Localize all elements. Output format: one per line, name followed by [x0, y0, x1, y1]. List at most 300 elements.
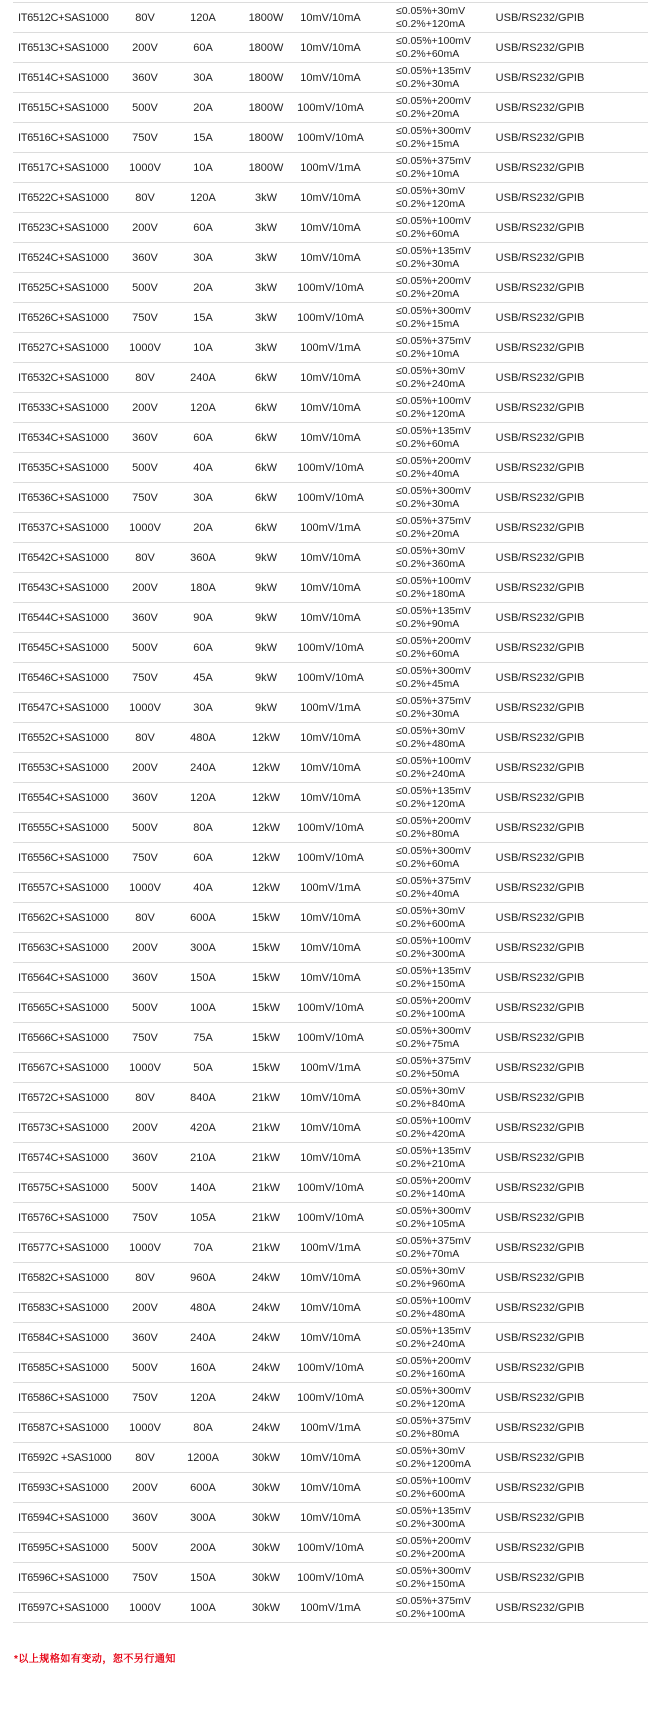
- voltage-accuracy-line: ≤0.05%+100mV: [396, 1475, 471, 1487]
- voltage-cell: 1000V: [129, 521, 161, 534]
- table-row: [13, 1023, 648, 1053]
- voltage-accuracy-line: ≤0.05%+100mV: [396, 755, 471, 767]
- accuracy-cell: [365, 245, 470, 270]
- resolution-cell: 10mV/10mA: [300, 1481, 361, 1494]
- power-cell: 1800W: [248, 131, 284, 144]
- accuracy-cell: [365, 725, 470, 750]
- model-cell: IT6536C+SAS1000: [18, 491, 109, 504]
- table-row: [13, 183, 648, 213]
- interface-cell: USB/RS232/GPIB: [495, 1241, 585, 1254]
- interface-cell: USB/RS232/GPIB: [495, 1121, 585, 1134]
- accuracy-cell: [365, 95, 470, 120]
- table-row: [13, 633, 648, 663]
- model-cell: IT6544C+SAS1000: [18, 611, 109, 624]
- accuracy-cell: [365, 125, 470, 150]
- power-cell: 6kW: [255, 371, 277, 384]
- table-row: [13, 303, 648, 333]
- table-row: [13, 1443, 648, 1473]
- current-accuracy-line: ≤0.2%+420mA: [396, 1127, 466, 1140]
- current-cell: 10A: [193, 341, 213, 354]
- power-cell: 9kW: [255, 551, 277, 564]
- interface-cell: USB/RS232/GPIB: [495, 731, 585, 744]
- accuracy-cell: [365, 635, 470, 660]
- voltage-cell: 360V: [132, 1331, 158, 1344]
- resolution-cell: 100mV/10mA: [297, 851, 364, 864]
- power-cell: 9kW: [255, 611, 277, 624]
- current-accuracy-line: ≤0.2%+60mA: [396, 47, 460, 60]
- current-cell: 60A: [193, 641, 213, 654]
- current-accuracy-line: ≤0.2%+480mA: [396, 737, 466, 750]
- accuracy-cell: [365, 1535, 470, 1560]
- current-accuracy-line: ≤0.2%+960mA: [396, 1277, 466, 1290]
- voltage-accuracy-line: ≤0.05%+375mV: [396, 1595, 471, 1607]
- interface-cell: USB/RS232/GPIB: [495, 1451, 585, 1464]
- resolution-cell: 10mV/10mA: [300, 581, 361, 594]
- model-cell: IT6596C+SAS1000: [18, 1571, 109, 1584]
- model-cell: IT6562C+SAS1000: [18, 911, 109, 924]
- model-cell: IT6547C+SAS1000: [18, 701, 109, 714]
- power-cell: 9kW: [255, 641, 277, 654]
- model-cell: IT6585C+SAS1000: [18, 1361, 109, 1374]
- table-row: [13, 933, 648, 963]
- current-cell: 30A: [193, 701, 213, 714]
- current-accuracy-line: ≤0.2%+600mA: [396, 1487, 466, 1500]
- power-cell: 15kW: [251, 1031, 281, 1044]
- voltage-accuracy-line: ≤0.05%+300mV: [396, 305, 471, 317]
- current-cell: 240A: [190, 761, 216, 774]
- interface-cell: USB/RS232/GPIB: [495, 371, 585, 384]
- voltage-cell: 360V: [132, 791, 158, 804]
- current-cell: 60A: [193, 221, 213, 234]
- power-cell: 15kW: [251, 971, 281, 984]
- power-cell: 1800W: [248, 161, 284, 174]
- voltage-accuracy-line: ≤0.05%+300mV: [396, 125, 471, 137]
- current-cell: 45A: [193, 671, 213, 684]
- current-accuracy-line: ≤0.2%+300mA: [396, 947, 466, 960]
- voltage-accuracy-line: ≤0.05%+100mV: [396, 215, 471, 227]
- accuracy-cell: [365, 65, 470, 90]
- voltage-cell: 500V: [132, 461, 158, 474]
- interface-cell: USB/RS232/GPIB: [495, 1481, 585, 1494]
- resolution-cell: 100mV/10mA: [297, 1361, 364, 1374]
- current-cell: 600A: [190, 911, 216, 924]
- current-accuracy-line: ≤0.2%+60mA: [396, 227, 460, 240]
- current-cell: 240A: [190, 371, 216, 384]
- voltage-cell: 200V: [132, 1481, 158, 1494]
- power-cell: 30kW: [251, 1451, 281, 1464]
- current-cell: 40A: [193, 461, 213, 474]
- table-row: [13, 453, 648, 483]
- voltage-cell: 1000V: [129, 701, 161, 714]
- resolution-cell: 10mV/10mA: [300, 911, 361, 924]
- resolution-cell: 100mV/1mA: [300, 701, 361, 714]
- model-cell: IT6597C+SAS1000: [18, 1601, 109, 1614]
- interface-cell: USB/RS232/GPIB: [495, 551, 585, 564]
- model-cell: IT6524C+SAS1000: [18, 251, 109, 264]
- resolution-cell: 10mV/10mA: [300, 941, 361, 954]
- current-cell: 70A: [193, 1241, 213, 1254]
- voltage-accuracy-line: ≤0.05%+375mV: [396, 1235, 471, 1247]
- voltage-cell: 500V: [132, 101, 158, 114]
- voltage-accuracy-line: ≤0.05%+30mV: [396, 365, 466, 377]
- resolution-cell: 100mV/10mA: [297, 1181, 364, 1194]
- voltage-cell: 360V: [132, 611, 158, 624]
- interface-cell: USB/RS232/GPIB: [495, 1511, 585, 1524]
- voltage-cell: 360V: [132, 1511, 158, 1524]
- resolution-cell: 10mV/10mA: [300, 401, 361, 414]
- power-cell: 30kW: [251, 1601, 281, 1614]
- voltage-accuracy-line: ≤0.05%+135mV: [396, 605, 471, 617]
- accuracy-cell: [365, 815, 470, 840]
- model-cell: IT6556C+SAS1000: [18, 851, 109, 864]
- interface-cell: USB/RS232/GPIB: [495, 941, 585, 954]
- voltage-cell: 500V: [132, 1361, 158, 1374]
- table-row: [13, 393, 648, 423]
- table-row: [13, 1293, 648, 1323]
- power-cell: 3kW: [255, 221, 277, 234]
- current-cell: 120A: [190, 11, 216, 24]
- interface-cell: USB/RS232/GPIB: [495, 791, 585, 804]
- current-accuracy-line: ≤0.2%+30mA: [396, 707, 460, 720]
- voltage-cell: 750V: [132, 311, 158, 324]
- voltage-accuracy-line: ≤0.05%+135mV: [396, 65, 471, 77]
- current-accuracy-line: ≤0.2%+60mA: [396, 437, 460, 450]
- power-cell: 3kW: [255, 341, 277, 354]
- current-accuracy-line: ≤0.2%+120mA: [396, 197, 466, 210]
- interface-cell: USB/RS232/GPIB: [495, 1001, 585, 1014]
- model-cell: IT6584C+SAS1000: [18, 1331, 109, 1344]
- power-cell: 15kW: [251, 1001, 281, 1014]
- table-row: [13, 33, 648, 63]
- interface-cell: USB/RS232/GPIB: [495, 311, 585, 324]
- model-cell: IT6533C+SAS1000: [18, 401, 109, 414]
- resolution-cell: 100mV/1mA: [300, 161, 361, 174]
- current-cell: 10A: [193, 161, 213, 174]
- power-cell: 12kW: [251, 791, 281, 804]
- voltage-cell: 200V: [132, 1121, 158, 1134]
- model-cell: IT6517C+SAS1000: [18, 161, 109, 174]
- accuracy-cell: [365, 935, 470, 960]
- model-cell: IT6545C+SAS1000: [18, 641, 109, 654]
- model-cell: IT6546C+SAS1000: [18, 671, 109, 684]
- current-accuracy-line: ≤0.2%+80mA: [396, 827, 460, 840]
- power-cell: 30kW: [251, 1511, 281, 1524]
- voltage-accuracy-line: ≤0.05%+30mV: [396, 545, 466, 557]
- interface-cell: USB/RS232/GPIB: [495, 1271, 585, 1284]
- voltage-accuracy-line: ≤0.05%+135mV: [396, 245, 471, 257]
- voltage-accuracy-line: ≤0.05%+100mV: [396, 575, 471, 587]
- current-accuracy-line: ≤0.2%+180mA: [396, 587, 466, 600]
- voltage-cell: 1000V: [129, 1421, 161, 1434]
- current-cell: 80A: [193, 821, 213, 834]
- model-cell: IT6593C+SAS1000: [18, 1481, 109, 1494]
- model-cell: IT6552C+SAS1000: [18, 731, 109, 744]
- interface-cell: USB/RS232/GPIB: [495, 101, 585, 114]
- current-cell: 420A: [190, 1121, 216, 1134]
- voltage-cell: 750V: [132, 1391, 158, 1404]
- interface-cell: USB/RS232/GPIB: [495, 1571, 585, 1584]
- current-accuracy-line: ≤0.2%+240mA: [396, 377, 466, 390]
- accuracy-cell: [365, 1325, 470, 1350]
- accuracy-cell: [365, 1205, 470, 1230]
- power-cell: 21kW: [251, 1241, 281, 1254]
- interface-cell: USB/RS232/GPIB: [495, 881, 585, 894]
- interface-cell: USB/RS232/GPIB: [495, 161, 585, 174]
- current-accuracy-line: ≤0.2%+105mA: [396, 1217, 466, 1230]
- voltage-accuracy-line: ≤0.05%+375mV: [396, 155, 471, 167]
- model-cell: IT6583C+SAS1000: [18, 1301, 109, 1314]
- voltage-accuracy-line: ≤0.05%+300mV: [396, 485, 471, 497]
- model-cell: IT6563C+SAS1000: [18, 941, 109, 954]
- voltage-accuracy-line: ≤0.05%+30mV: [396, 905, 466, 917]
- table-row: [13, 543, 648, 573]
- accuracy-cell: [365, 545, 470, 570]
- current-accuracy-line: ≤0.2%+75mA: [396, 1037, 460, 1050]
- resolution-cell: 10mV/10mA: [300, 11, 361, 24]
- voltage-accuracy-line: ≤0.05%+200mV: [396, 1535, 471, 1547]
- voltage-cell: 80V: [135, 371, 155, 384]
- model-cell: IT6535C+SAS1000: [18, 461, 109, 474]
- spec-change-footnote: *以上规格如有变动，恕不另行通知: [14, 1654, 176, 1665]
- voltage-accuracy-line: ≤0.05%+135mV: [396, 1145, 471, 1157]
- power-cell: 9kW: [255, 701, 277, 714]
- accuracy-cell: [365, 605, 470, 630]
- table-row: [13, 1563, 648, 1593]
- power-cell: 24kW: [251, 1301, 281, 1314]
- interface-cell: USB/RS232/GPIB: [495, 1031, 585, 1044]
- voltage-cell: 360V: [132, 1151, 158, 1164]
- model-cell: IT6516C+SAS1000: [18, 131, 109, 144]
- power-cell: 24kW: [251, 1331, 281, 1344]
- interface-cell: USB/RS232/GPIB: [495, 671, 585, 684]
- voltage-accuracy-line: ≤0.05%+300mV: [396, 665, 471, 677]
- model-cell: IT6574C+SAS1000: [18, 1151, 109, 1164]
- current-cell: 150A: [190, 1571, 216, 1584]
- accuracy-cell: [365, 185, 470, 210]
- power-cell: 3kW: [255, 191, 277, 204]
- voltage-cell: 750V: [132, 1031, 158, 1044]
- current-cell: 200A: [190, 1541, 216, 1554]
- table-row: [13, 1413, 648, 1443]
- interface-cell: USB/RS232/GPIB: [495, 1331, 585, 1344]
- resolution-cell: 100mV/10mA: [297, 491, 364, 504]
- model-cell: IT6566C+SAS1000: [18, 1031, 109, 1044]
- accuracy-cell: [365, 1445, 470, 1470]
- table-row: [13, 153, 648, 183]
- voltage-cell: 80V: [135, 551, 155, 564]
- current-cell: 150A: [190, 971, 216, 984]
- interface-cell: USB/RS232/GPIB: [495, 131, 585, 144]
- table-row: [13, 1383, 648, 1413]
- resolution-cell: 100mV/1mA: [300, 1241, 361, 1254]
- interface-cell: USB/RS232/GPIB: [495, 1151, 585, 1164]
- voltage-accuracy-line: ≤0.05%+135mV: [396, 785, 471, 797]
- current-cell: 60A: [193, 851, 213, 864]
- model-cell: IT6554C+SAS1000: [18, 791, 109, 804]
- resolution-cell: 100mV/10mA: [297, 1001, 364, 1014]
- power-cell: 24kW: [251, 1271, 281, 1284]
- voltage-accuracy-line: ≤0.05%+100mV: [396, 1115, 471, 1127]
- table-row: [13, 1053, 648, 1083]
- voltage-cell: 200V: [132, 41, 158, 54]
- table-row: [13, 1323, 648, 1353]
- table-row: [13, 213, 648, 243]
- power-cell: 21kW: [251, 1091, 281, 1104]
- model-cell: IT6572C+SAS1000: [18, 1091, 109, 1104]
- model-cell: IT6515C+SAS1000: [18, 101, 109, 114]
- current-accuracy-line: ≤0.2%+45mA: [396, 677, 460, 690]
- interface-cell: USB/RS232/GPIB: [495, 821, 585, 834]
- power-cell: 12kW: [251, 851, 281, 864]
- power-cell: 6kW: [255, 491, 277, 504]
- voltage-cell: 200V: [132, 221, 158, 234]
- model-cell: IT6553C+SAS1000: [18, 761, 109, 774]
- power-cell: 6kW: [255, 401, 277, 414]
- power-cell: 21kW: [251, 1211, 281, 1224]
- current-cell: 1200A: [187, 1451, 219, 1464]
- resolution-cell: 100mV/1mA: [300, 1061, 361, 1074]
- table-row: [13, 1113, 648, 1143]
- power-cell: 21kW: [251, 1181, 281, 1194]
- table-row: [13, 63, 648, 93]
- power-cell: 6kW: [255, 461, 277, 474]
- power-cell: 3kW: [255, 251, 277, 264]
- voltage-cell: 80V: [135, 911, 155, 924]
- voltage-accuracy-line: ≤0.05%+100mV: [396, 935, 471, 947]
- accuracy-cell: [365, 695, 470, 720]
- voltage-accuracy-line: ≤0.05%+300mV: [396, 1025, 471, 1037]
- accuracy-cell: [365, 875, 470, 900]
- voltage-accuracy-line: ≤0.05%+200mV: [396, 1355, 471, 1367]
- power-cell: 12kW: [251, 761, 281, 774]
- model-cell: IT6542C+SAS1000: [18, 551, 109, 564]
- current-accuracy-line: ≤0.2%+90mA: [396, 617, 460, 630]
- voltage-cell: 750V: [132, 851, 158, 864]
- interface-cell: USB/RS232/GPIB: [495, 1211, 585, 1224]
- current-cell: 30A: [193, 71, 213, 84]
- power-cell: 24kW: [251, 1361, 281, 1374]
- voltage-accuracy-line: ≤0.05%+30mV: [396, 5, 466, 17]
- current-accuracy-line: ≤0.2%+100mA: [396, 1607, 466, 1620]
- current-accuracy-line: ≤0.2%+50mA: [396, 1067, 460, 1080]
- voltage-accuracy-line: ≤0.05%+100mV: [396, 35, 471, 47]
- accuracy-cell: [365, 1055, 470, 1080]
- resolution-cell: 100mV/10mA: [297, 131, 364, 144]
- resolution-cell: 10mV/10mA: [300, 1451, 361, 1464]
- current-accuracy-line: ≤0.2%+15mA: [396, 137, 460, 150]
- power-cell: 1800W: [248, 101, 284, 114]
- interface-cell: USB/RS232/GPIB: [495, 1391, 585, 1404]
- current-cell: 240A: [190, 1331, 216, 1344]
- voltage-cell: 80V: [135, 191, 155, 204]
- current-cell: 30A: [193, 491, 213, 504]
- resolution-cell: 100mV/10mA: [297, 641, 364, 654]
- interface-cell: USB/RS232/GPIB: [495, 911, 585, 924]
- resolution-cell: 10mV/10mA: [300, 41, 361, 54]
- interface-cell: USB/RS232/GPIB: [495, 581, 585, 594]
- voltage-cell: 750V: [132, 1211, 158, 1224]
- current-accuracy-line: ≤0.2%+15mA: [396, 317, 460, 330]
- table-row: [13, 1533, 648, 1563]
- current-cell: 80A: [193, 1421, 213, 1434]
- table-row: [13, 693, 648, 723]
- power-cell: 15kW: [251, 1061, 281, 1074]
- interface-cell: USB/RS232/GPIB: [495, 191, 585, 204]
- voltage-accuracy-line: ≤0.05%+300mV: [396, 1565, 471, 1577]
- voltage-accuracy-line: ≤0.05%+300mV: [396, 1205, 471, 1217]
- interface-cell: USB/RS232/GPIB: [495, 401, 585, 414]
- resolution-cell: 100mV/10mA: [297, 311, 364, 324]
- voltage-cell: 200V: [132, 1301, 158, 1314]
- table-row: [13, 843, 648, 873]
- accuracy-cell: [365, 665, 470, 690]
- interface-cell: USB/RS232/GPIB: [495, 521, 585, 534]
- model-cell: IT6565C+SAS1000: [18, 1001, 109, 1014]
- interface-cell: USB/RS232/GPIB: [495, 281, 585, 294]
- power-cell: 21kW: [251, 1151, 281, 1164]
- current-accuracy-line: ≤0.2%+10mA: [396, 167, 460, 180]
- current-cell: 60A: [193, 431, 213, 444]
- model-cell: IT6594C+SAS1000: [18, 1511, 109, 1524]
- accuracy-cell: [365, 1025, 470, 1050]
- model-cell: IT6592C +SAS1000: [18, 1451, 112, 1464]
- model-cell: IT6555C+SAS1000: [18, 821, 109, 834]
- current-accuracy-line: ≤0.2%+10mA: [396, 347, 460, 360]
- interface-cell: USB/RS232/GPIB: [495, 971, 585, 984]
- resolution-cell: 100mV/1mA: [300, 1421, 361, 1434]
- voltage-cell: 750V: [132, 671, 158, 684]
- model-cell: IT6534C+SAS1000: [18, 431, 109, 444]
- table-row: [13, 1143, 648, 1173]
- resolution-cell: 10mV/10mA: [300, 761, 361, 774]
- voltage-cell: 750V: [132, 1571, 158, 1584]
- interface-cell: USB/RS232/GPIB: [495, 41, 585, 54]
- voltage-accuracy-line: ≤0.05%+200mV: [396, 815, 471, 827]
- current-accuracy-line: ≤0.2%+600mA: [396, 917, 466, 930]
- resolution-cell: 10mV/10mA: [300, 1511, 361, 1524]
- current-cell: 140A: [190, 1181, 216, 1194]
- voltage-cell: 500V: [132, 1541, 158, 1554]
- current-cell: 120A: [190, 1391, 216, 1404]
- current-accuracy-line: ≤0.2%+60mA: [396, 857, 460, 870]
- resolution-cell: 10mV/10mA: [300, 791, 361, 804]
- accuracy-cell: [365, 1175, 470, 1200]
- current-cell: 60A: [193, 41, 213, 54]
- voltage-accuracy-line: ≤0.05%+375mV: [396, 1415, 471, 1427]
- resolution-cell: 10mV/10mA: [300, 971, 361, 984]
- interface-cell: USB/RS232/GPIB: [495, 1061, 585, 1074]
- table-row: [13, 813, 648, 843]
- current-accuracy-line: ≤0.2%+120mA: [396, 797, 466, 810]
- current-accuracy-line: ≤0.2%+20mA: [396, 287, 460, 300]
- current-cell: 480A: [190, 731, 216, 744]
- current-cell: 100A: [190, 1001, 216, 1014]
- voltage-accuracy-line: ≤0.05%+135mV: [396, 425, 471, 437]
- voltage-cell: 1000V: [129, 1601, 161, 1614]
- voltage-cell: 360V: [132, 251, 158, 264]
- current-cell: 15A: [193, 131, 213, 144]
- power-cell: 12kW: [251, 731, 281, 744]
- voltage-cell: 750V: [132, 491, 158, 504]
- voltage-cell: 80V: [135, 1091, 155, 1104]
- accuracy-cell: [365, 305, 470, 330]
- voltage-cell: 1000V: [129, 1241, 161, 1254]
- accuracy-cell: [365, 1235, 470, 1260]
- resolution-cell: 10mV/10mA: [300, 371, 361, 384]
- voltage-cell: 80V: [135, 1271, 155, 1284]
- voltage-accuracy-line: ≤0.05%+200mV: [396, 455, 471, 467]
- table-row: [13, 273, 648, 303]
